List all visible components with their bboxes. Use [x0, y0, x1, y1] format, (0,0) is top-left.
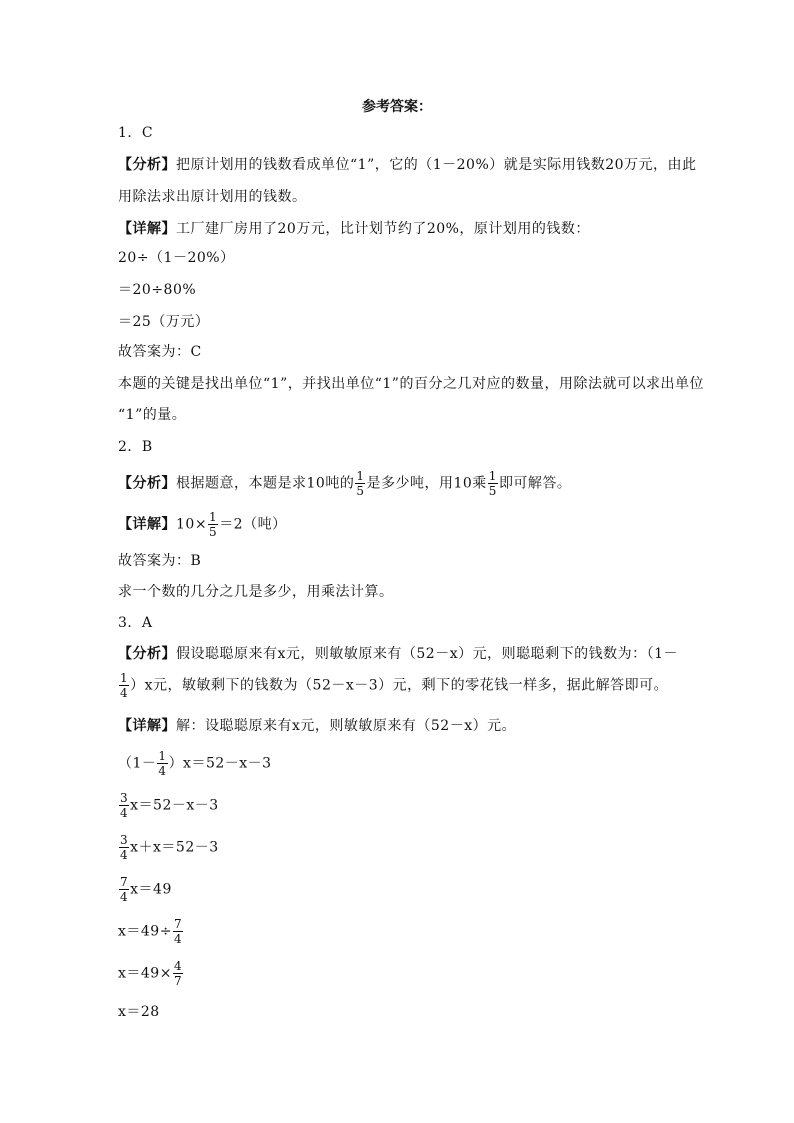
q2-analysis-text-a: 根据题意，本题是求10吨的 — [176, 475, 355, 492]
q2-detail-text-b: ＝2（吨） — [219, 516, 287, 533]
detail-tag: 【详解】 — [118, 516, 176, 533]
q1-answer: 故答案为：C — [118, 344, 202, 360]
fraction-four-sevenths: $\frac{4}{7}$ — [173, 959, 183, 988]
detail-tag: 【详解】 — [118, 221, 176, 237]
q1-detail-text: 工厂建厂房用了20万元，比计划节约了20%，原计划用的钱数： — [176, 221, 590, 237]
q2-number: 2．B — [118, 439, 153, 455]
page-title: 参考答案： — [362, 99, 432, 115]
q3-equation-4: $\frac{7}{4}$ x＝49 — [120, 875, 172, 904]
q1-note-line-2: “1”的量。 — [118, 407, 187, 423]
analysis-tag: 【分析】 — [118, 157, 176, 173]
q3-equation-5: x＝49÷ $\frac{7}{4}$ — [118, 917, 183, 946]
q1-note-line-1: 本题的关键是找出单位“1”，并找出单位“1”的百分之几对应的数量，用除法就可以求出单位 — [118, 376, 704, 392]
q2-analysis-text-b: 是多少吨，用10乘 — [366, 475, 487, 492]
q3-detail-text: 解：设聪聪原来有x元，则敏敏原来有（52－x）元。 — [176, 718, 517, 734]
q1-calc-2: ＝20÷80% — [118, 282, 197, 298]
q3-analysis-text: 假设聪聪原来有x元，则敏敏原来有（52－x）元，则聪聪剩下的钱数为：（1－ — [176, 646, 679, 662]
q2-analysis-text-c: 即可解答。 — [498, 475, 572, 492]
q1-analysis-text: 把原计划用的钱数看成单位“1”，它的（1－20%）就是实际用钱数20万元，由此 — [176, 157, 697, 173]
q2-answer: 故答案为：B — [118, 553, 202, 569]
q2-analysis-line — [118, 469, 571, 498]
fraction-one-quarter: $\frac{1}{4}$ — [158, 749, 167, 778]
q1-analysis-line-2: 用除法求出原计划用的钱数。 — [118, 189, 307, 205]
fraction-seven-quarters: $\frac{7}{4}$ — [120, 875, 129, 904]
q1-detail-line — [118, 219, 590, 239]
q1-calc-1: 20÷（1－20%） — [118, 250, 235, 266]
fraction-one-fifth: $\frac{1}{5}$ — [209, 510, 218, 539]
q3-number: 3．A — [118, 615, 153, 631]
fraction-three-quarters: $\frac{3}{4}$ — [120, 833, 129, 862]
q1-analysis-line-1 — [118, 155, 697, 175]
analysis-tag: 【分析】 — [118, 646, 176, 662]
q3-equation-3: $\frac{3}{4}$ x＋x＝52－3 — [120, 833, 219, 862]
fraction-three-quarters: $\frac{3}{4}$ — [120, 791, 129, 820]
q3-analysis-text-2: ）x元，敏敏剩下的钱数为（52－x－3）元，剩下的零花钱一样多，据此解答即可。 — [130, 677, 669, 694]
q3-analysis-line-1 — [118, 644, 678, 664]
fraction-one-fifth: $\frac{1}{5}$ — [356, 469, 365, 498]
q3-equation-6: x＝49× $\frac{4}{7}$ — [118, 959, 183, 988]
q3-detail-line — [118, 716, 516, 736]
q2-note: 求一个数的几分之几是多少，用乘法计算。 — [118, 584, 394, 600]
detail-tag: 【详解】 — [118, 718, 176, 734]
q1-number: 1．C — [118, 125, 154, 141]
analysis-tag: 【分析】 — [118, 475, 176, 492]
q3-equation-1: （1－ $\frac{1}{4}$ ）x＝52－x－3 — [118, 749, 272, 778]
q2-detail-text-a: 10× — [176, 516, 208, 533]
fraction-one-fifth: $\frac{1}{5}$ — [488, 469, 497, 498]
q3-equation-2: $\frac{3}{4}$ x＝52－x－3 — [120, 791, 219, 820]
fraction-seven-quarters: $\frac{7}{4}$ — [173, 917, 183, 946]
q1-calc-3: ＝25（万元） — [118, 314, 210, 330]
fraction-one-quarter: $\frac{1}{4}$ — [120, 671, 129, 700]
q2-detail-line — [118, 510, 287, 539]
q3-analysis-line-2 — [118, 671, 668, 700]
q3-equation-7: x＝28 — [118, 1004, 160, 1020]
